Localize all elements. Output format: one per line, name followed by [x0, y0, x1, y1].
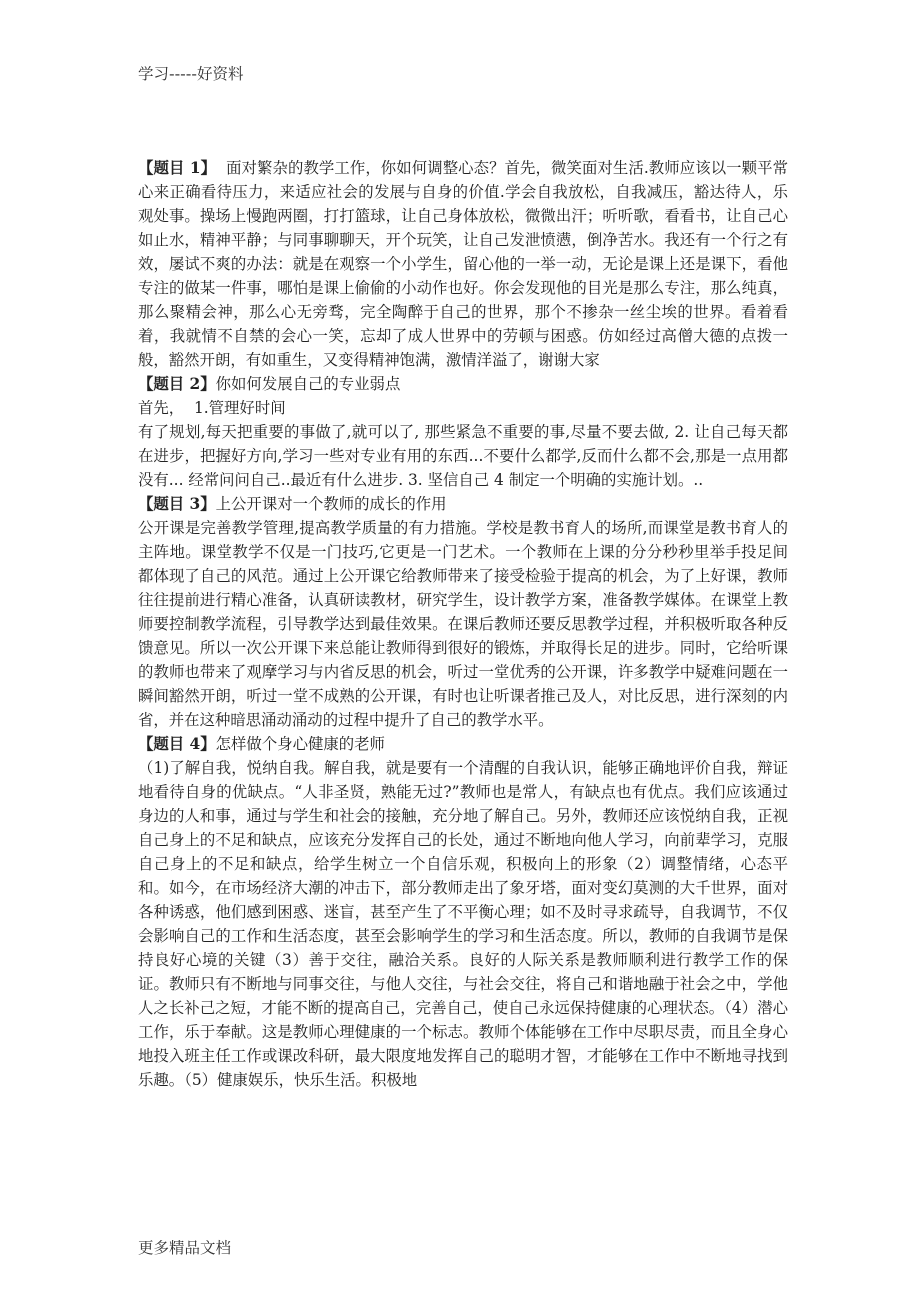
page-footer: 更多精品文档: [138, 1239, 232, 1257]
question-3-label: 【题目 3】: [138, 495, 216, 513]
question-2-line1: 首先， 1.管理好时间: [138, 399, 286, 417]
question-1-label: 【题目 1】: [138, 159, 217, 177]
question-2-body: 有了规划,每天把重要的事做了,就可以了, 那些紧急不重要的事,尽量不要去做, 2. 让自己每天都在进步，把握好方向,学习一些对专业有用的东西...不要什么都学,反而什么都不会,那是一点用都没有... 经常问问自己..最近有什么进步. 3. 坚信自己 4 制定一个明确的实施计划。..: [138, 423, 788, 489]
page-header: 学习-----好资料: [138, 65, 244, 83]
question-4-label: 【题目 4】: [138, 735, 216, 753]
question-1: [138, 156, 788, 372]
question-2-heading: [138, 372, 788, 396]
question-4-heading: [138, 732, 788, 756]
question-1-body: 面对繁杂的教学工作，你如何调整心态？首先，微笑面对生活.教师应该以一颗平常心来正确看待压力，来适应社会的发展与自身的价值.学会自我放松，自我减压，豁达待人，乐观处事。操场上慢跑两圈，打打篮球，让自己身体放松，微微出汗；听听歌，看看书，让自己心如止水，精神平静；与同事聊聊天，开个玩笑，让自己发泄愤懑，倒净苦水。我还有一个行之有效，屡试不爽的办法：就是在观察一个小学生，留心他的一举一动，无论是课上还是课下，看他专注的做某一件事，哪怕是课上偷偷的小动作也好。你会发现他的目光是那么专注，那么纯真，那么聚精会神，那么心无旁骛，完全陶醉于自己的世界，那个不掺杂一丝尘埃的世界。看着看着，我就情不自禁的会心一笑，忘却了成人世界中的劳顿与困惑。仿如经过高僧大德的点拨一般，豁然开朗，有如重生，又变得精神饱满，激情洋溢了，谢谢大家: [138, 159, 788, 369]
question-2-title: 你如何发展自己的专业弱点: [215, 375, 401, 393]
document-body: [138, 156, 788, 1092]
question-3-body: 公开课是完善教学管理,提高教学质量的有力措施。学校是教书育人的场所,而课堂是教书育人的主阵地。课堂教学不仅是一门技巧,它更是一门艺术。一个教师在上课的分分秒秒里举手投足间都体现了自己的风范。通过上公开课它给教师带来了接受检验于提高的机会，为了上好课，教师往往提前进行精心准备，认真研读教材，研究学生，设计教学方案，准备教学媒体。在课堂上教师要控制教学流程，引导教学达到最佳效果。在课后教师还要反思教学过程，并积极听取各种反馈意见。所以一次公开课下来总能让教师得到很好的锻炼，并取得长足的进步。同时，它给听课的教师也带来了观摩学习与内省反思的机会，听过一堂优秀的公开课，许多教学中疑难问题在一瞬间豁然开朗，听过一堂不成熟的公开课，有时也让听课者推己及人，对比反思，进行深刻的内省，并在这种暗思涌动涌动的过程中提升了自己的教学水平。: [138, 519, 788, 729]
question-3-heading: [138, 492, 788, 516]
question-2-label: 【题目 2】: [138, 375, 216, 393]
question-4-body: （1)了解自我，悦纳自我。解自我，就是要有一个清醒的自我认识，能够正确地评价自我，辩证地看待自身的优缺点。“人非圣贤，熟能无过?”教师也是常人，有缺点也有优点。我们应该通过身边的人和事，通过与学生和社会的接触，充分地了解自己。另外，教师还应该悦纳自我，正视自己身上的不足和缺点，应该充分发挥自己的长处，通过不断地向他人学习，向前辈学习，克服自己身上的不足和缺点，给学生树立一个自信乐观，积极向上的形象（2）调整情绪，心态平和。如今，在市场经济大潮的冲击下，部分教师走出了象牙塔，面对变幻莫测的大千世界，面对各种诱惑，他们感到困惑、迷盲，甚至产生了不平衡心理；如不及时寻求疏导，自我调节，不仅会影响自己的工作和生活态度，甚至会影响学生的学习和生活态度。所以，教师的自我调节是保持良好心境的关键（3）善于交往，融洽关系。良好的人际关系是教师顺利进行教学工作的保证。教师只有不断地与同事交往，与他人交往，与社会交往，将自己和谐地融于社会之中，学他人之长补己之短，才能不断的提高自己，完善自己，使自己永远保持健康的心理状态。（4）潜心工作，乐于奉献。这是教师心理健康的一个标志。教师个体能够在工作中尽职尽责，而且全身心地投入班主任工作或课改科研，最大限度地发挥自己的聪明才智，才能够在工作中不断地寻找到乐趣。（5）健康娱乐，快乐生活。积极地: [138, 759, 788, 1089]
question-3-title: 上公开课对一个教师的成长的作用: [215, 495, 447, 513]
question-4-title: 怎样做个身心健康的老师: [215, 735, 385, 753]
